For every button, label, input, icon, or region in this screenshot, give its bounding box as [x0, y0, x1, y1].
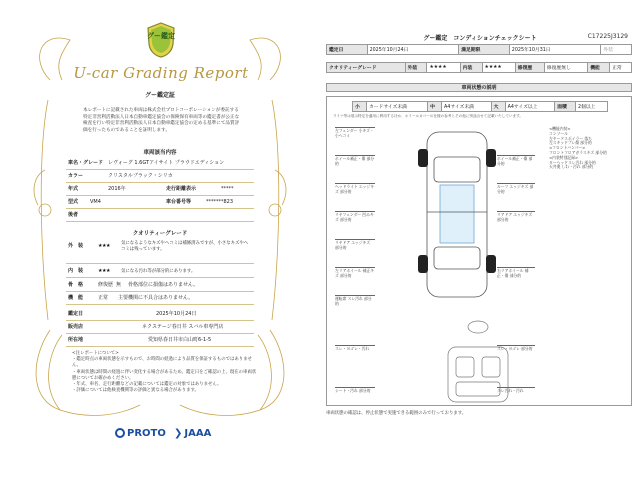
size-table: [352, 101, 608, 112]
cell-value: 2025年10月31日: [509, 45, 601, 55]
cell-key: 外装: [601, 45, 632, 55]
issue-key: 所在地: [68, 337, 84, 343]
proto-logo-text: PROTO: [127, 428, 166, 439]
grade-exterior: [66, 240, 254, 264]
sheet-title: グー鑑定 コンディションチェックシート: [423, 35, 537, 42]
bottom-note: 車両状態の確認は、停止状態で実施できる範囲のみで行っております。: [326, 411, 467, 416]
jaaa-logo: ❯ JAAA: [174, 428, 212, 439]
grade-mark-value: 無: [116, 282, 122, 288]
damage-label: ヘッドライト エッジキズ 部分的: [335, 184, 374, 194]
damage-label: ホイール補正・傷 部分的: [497, 155, 535, 166]
grade-heading: クオリティーグレード: [132, 231, 188, 237]
grade-key: 内 装: [68, 268, 84, 274]
row-value: クリスタルブラック・シリカ: [108, 173, 173, 179]
cell-value: 修復歴無し: [544, 63, 587, 73]
row-key: 後者: [68, 212, 79, 218]
row-key: カラー: [68, 173, 84, 179]
grade-desc: 気になる汚れ等が部分的にあります。: [121, 269, 196, 274]
row-name: [66, 157, 254, 170]
size-cell: A4サイズ未満: [442, 102, 492, 112]
car-top-view-icon: [402, 127, 512, 307]
damage-label: 運転席 スレ汚れ 部分的: [335, 295, 375, 306]
grade-desc: 主要機関に不具合はありません。: [118, 295, 194, 301]
damage-label: ホイール補正・傷 部分的: [335, 156, 375, 166]
grade-stars: ★★★: [98, 243, 110, 249]
row-key2: 走行距離表示: [166, 186, 197, 192]
row-key2: 車台番号等: [166, 199, 192, 205]
certificate-label: グー鑑定証: [144, 92, 175, 99]
row-model: [66, 196, 254, 209]
legend-box: <機能内装> コンソール 左ヤードスポイラー 落ち 左スキッドプレ傷 部分的 <フロントバンパー> フロントフロアガラスキズ 部分的 <内装特別記録> ターヘッドスレ汚れ 部分的 天井奥 しわ・汚れ 部分的: [549, 126, 607, 170]
size-cell: カードサイズ未満: [366, 102, 427, 112]
damage-label: スレ・ヨゴレ・汚れ: [335, 345, 375, 352]
dealer-row: [66, 321, 254, 334]
vehicle-diagram: [326, 96, 632, 406]
size-cell: 2個以上: [576, 102, 608, 112]
issue-value: 愛知県春日井市白山町6-1-5: [148, 337, 212, 343]
size-cell: 大: [491, 102, 505, 112]
issue-value: ネクステージ春日井 スバル車専門店: [142, 324, 224, 330]
size-cell: 面積: [555, 102, 576, 112]
note-item: ・年式、車名、走行距離などの記載については鑑定の対象ではありません。: [72, 382, 222, 388]
badge-text: グー鑑定: [147, 32, 175, 40]
note-item: ・車両状態は時間の経過に伴い変化する場合があるため、鑑定日をご確認の上、現在の車両状態についてお確かめください。: [72, 369, 257, 381]
cell-value: 正常: [610, 63, 632, 73]
vehicle-heading: 車両該当内容: [143, 150, 177, 156]
proto-logo: [115, 428, 166, 439]
size-cell: 小: [353, 102, 367, 112]
issue-key: 販売店: [68, 324, 84, 330]
note-item: ・鑑定時点の車両状態を示すもので、お時間の経過により品質を保証するものではありません。: [72, 357, 252, 369]
diagram-note: ライナ等は展示特定を適用に利用するほか、ホイールカバーの仕様の参考とその他に別途合せて記載いたしています。: [333, 114, 523, 118]
issue-date-row: [66, 308, 254, 321]
damage-label: 左リアホイール 補正キズ 部分的: [335, 268, 375, 278]
row-key: 型式: [68, 199, 79, 205]
grade-mark: 正常: [98, 295, 109, 301]
cell-key: 内装: [460, 63, 482, 73]
grade-function: [66, 292, 254, 305]
row-key: 年式: [68, 186, 79, 192]
grade-key: 外 装: [68, 243, 84, 249]
damage-label: 左フェンダー 小キズ・小ヘコミ: [335, 128, 374, 138]
state-heading: 車両状態の説明: [326, 83, 632, 92]
damage-label: シート・汚れ 部分的: [335, 387, 375, 394]
damage-label: リアドア エッジキズ 部分的: [497, 211, 535, 222]
grade-desc: 骨格部位に損傷はありません。: [128, 282, 199, 288]
grade-mark: 修復歴: [98, 282, 114, 288]
certificate-notes: [72, 351, 257, 394]
issue-value: 2025年10月24日: [156, 311, 197, 317]
row-value2: *******823: [206, 199, 234, 205]
size-cell: 中: [428, 102, 442, 112]
issue-key: 鑑定日: [68, 311, 84, 317]
grade-stars: ★★★: [98, 268, 110, 274]
row-value: 2016年: [108, 186, 126, 192]
row-color: [66, 170, 254, 183]
cell-key: 機能: [588, 63, 610, 73]
damage-label: スレ・ヨゴレ 部分的: [497, 345, 535, 352]
row-remarks: [66, 209, 254, 222]
jaaa-logo-text: JAAA: [184, 428, 212, 439]
quality-table: [326, 62, 632, 73]
damage-label: ルーフ エッジキズ 部分的: [497, 184, 534, 194]
certificate-intro: 本レポートに記載された車両は株式会社プロトコーポレーションが委託する特定非営利活動法人日本自動車鑑定協会の保険保有車両等の鑑定書が公正な検査を行い特定非営利活動法人日本自動車鑑定協会の定める基準にて品質評価を行ったものであることを証明します。: [83, 108, 240, 133]
cell-key: 外装: [405, 63, 427, 73]
row-value: VM4: [90, 199, 101, 205]
note-item: ・評価については他検査機関等の評価と異なる場合があります。: [72, 388, 199, 394]
damage-label: リヤフェンダー 凹みキズ 部分的: [335, 212, 374, 222]
cell-key: 満足期限: [459, 45, 510, 55]
damage-label: リヤドア エッジキズ 部分的: [335, 239, 375, 250]
grade-desc: 気になるようなキズやヘコミは補修済みですが、小さなキズやヘコミは残っています。: [121, 241, 249, 252]
condition-check-sheet: [320, 0, 640, 480]
cell-key: 修復歴: [515, 63, 544, 73]
grade-key: 骨 格: [68, 282, 84, 288]
interior-view-icon: [438, 317, 518, 417]
cell-value: ★★★★: [482, 63, 515, 73]
dates-table: [326, 44, 632, 55]
notes-title: <注レポートについて>: [72, 351, 119, 356]
cell-value: ★★★★: [427, 63, 460, 73]
damage-label: 右リアホイール 補正・傷 部分的: [497, 267, 535, 278]
cell-value: 2025年10月24日: [367, 45, 459, 55]
row-value2: *****: [221, 186, 234, 192]
sheet-id: C17225J3129: [587, 33, 628, 40]
grade-key: 機 能: [68, 295, 84, 301]
cell-key: 鑑定日: [327, 45, 368, 55]
grade-interior: [66, 265, 254, 278]
row-year: [66, 183, 254, 196]
row-key: 車名・グレード: [68, 160, 104, 166]
grade-frame: [66, 279, 254, 292]
cell-key: クオリティーグレード: [327, 63, 406, 73]
address-row: [66, 334, 254, 347]
certificate-title: U-car Grading Report: [73, 64, 249, 82]
damage-label: スレ汚れ・汚れ: [497, 387, 535, 394]
row-value: レヴォーグ 1.6GTアイサイト プラウドエディション: [108, 160, 225, 166]
size-cell: A4サイズ以上: [505, 102, 555, 112]
